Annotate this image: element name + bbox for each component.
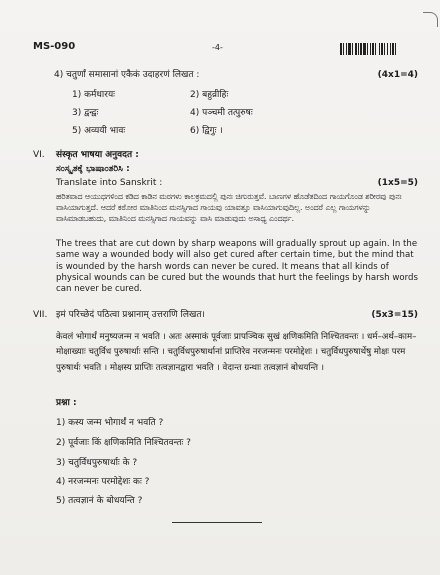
q4-title: 4) चतुर्णां समासानां एकैकं उदाहरणं लिखत :: [54, 70, 200, 80]
q6-kannada-paragraph: ಹರಿತವಾದ ಆಯುಧಗಳಿಂದ ಕಡಿದ ಕಾಡಿನ ಮರಗಳು ಕಾಲಕ್ರಮದಲ್ಲಿ ಪುನಃ ಚಿಗುರುತ್ತವೆ. ಬಾಣಗಳ ಹೊಡೆತದಿಂದ ಗಾಯಗೊಂಡ ಶರೀರವು ಪುನಃ ವಾಸಿಯಾಗುತ್ತದೆ. ಆದರೆ ಕಠೋರ ಮಾತಿನಿಂದ ಮನಸ್ಸಿಗಾದ ಗಾಯವು ಯಾವತ್ತೂ ವಾಸಿಯಾಗುವುದಿಲ್ಲ. ಅಂದರೆ ಎಲ್ಲ ಗಾಯಗಳನ್ನು ವಾಸಿಮಾಡಬಹುದು, ಮಾತಿನಿಂದ ಮನಸ್ಸಿಗಾದ ಗಾಯವನ್ನು ವಾಸಿ ಮಾಡುವುದು ಅಸಾಧ್ಯ ಎಂದರ್ಥ.: [56, 192, 402, 223]
q7-passage: केवलं भोगार्थं मनुष्यजन्म न भवति । अतः अस्माकं पूर्वजाः प्रापञ्चिक सुखं क्षणिकमिति निश्चितवन्तः । धर्म–अर्थ–काम–मोक्षाख्याः चतुर्विध पुरुषार्थाः सन्ति । चतुर्विधपुरुषार्थानां प्राप्तिरेव नरजन्मनः परमोद्देशः । चतुर्विधपुरुषार्थेषु मोक्षः परम पुरुषार्थः भवति । मोक्षस्य प्राप्तिः तत्वज्ञानद्वारा भवति । वेदान्त ग्रन्थाः तत्वज्ञानं बोधयन्ति ।: [56, 332, 417, 373]
q6-english-title: Translate into Sanskrit :: [56, 178, 163, 188]
q4-item-1: 1) कर्मधारयः: [72, 90, 115, 100]
course-code: MS-090: [33, 41, 76, 52]
q7-questions-label: प्रश्ना :: [56, 398, 77, 408]
q4-item-2: 2) बहुव्रीहिः: [190, 90, 229, 100]
page-corner-mark: [423, 12, 438, 27]
q7-title: इमं परिच्छेदं पठित्वा प्रश्नानाम् उत्तराणि लिखत।: [56, 310, 205, 320]
q6-number: VI.: [33, 150, 45, 160]
q6-marks: (1x5=5): [377, 178, 418, 188]
q4-item-6: 6) द्विगुः ।: [190, 126, 223, 136]
q4-item-5: 5) अव्ययी भावः: [72, 126, 126, 136]
barcode: [340, 43, 408, 55]
q6-kannada-title: ಸಂಸ್ಕೃತಕ್ಕೆ ಭಾಷಾಂತರಿಸಿ :: [56, 164, 130, 174]
q7-question-4: 4) नरजन्मनः परमोद्देशः कः ?: [56, 477, 150, 487]
q7-question-3: 3) चतुर्विधपुरुषार्थाः के ?: [56, 458, 138, 468]
q4-item-4: 4) पञ्चमी तत्पुरुषः: [190, 108, 253, 118]
q7-question-5: 5) तत्वज्ञानं के बोधयन्ति ?: [56, 496, 143, 506]
q4-marks: (4x1=4): [377, 70, 418, 80]
q6-title: संस्कृत भाषया अनुवदत :: [56, 150, 139, 160]
q7-number: VII.: [33, 310, 48, 320]
q6-english-paragraph: The trees that are cut down by sharp weapons will gradually sprout up again. In the same way a wounded body will also get cured after certain time, but the mind that is wounded by the harsh words can never be cured. It means that all kinds of physical wounds can be cured but the wounds that hurt the feelings by harsh words can never be cured.: [56, 239, 418, 295]
q7-marks: (5x3=15): [371, 310, 418, 320]
q4-item-3: 3) द्वन्द्वः: [72, 108, 99, 118]
q7-question-1: 1) कस्य जन्म भोगार्थं न भवति ?: [56, 418, 164, 428]
q7-question-2: 2) पूर्वजाः किं क्षणिकमिति निश्चितवन्तः ?: [56, 438, 191, 448]
page-number: -4-: [212, 43, 223, 52]
end-rule: [172, 522, 262, 523]
